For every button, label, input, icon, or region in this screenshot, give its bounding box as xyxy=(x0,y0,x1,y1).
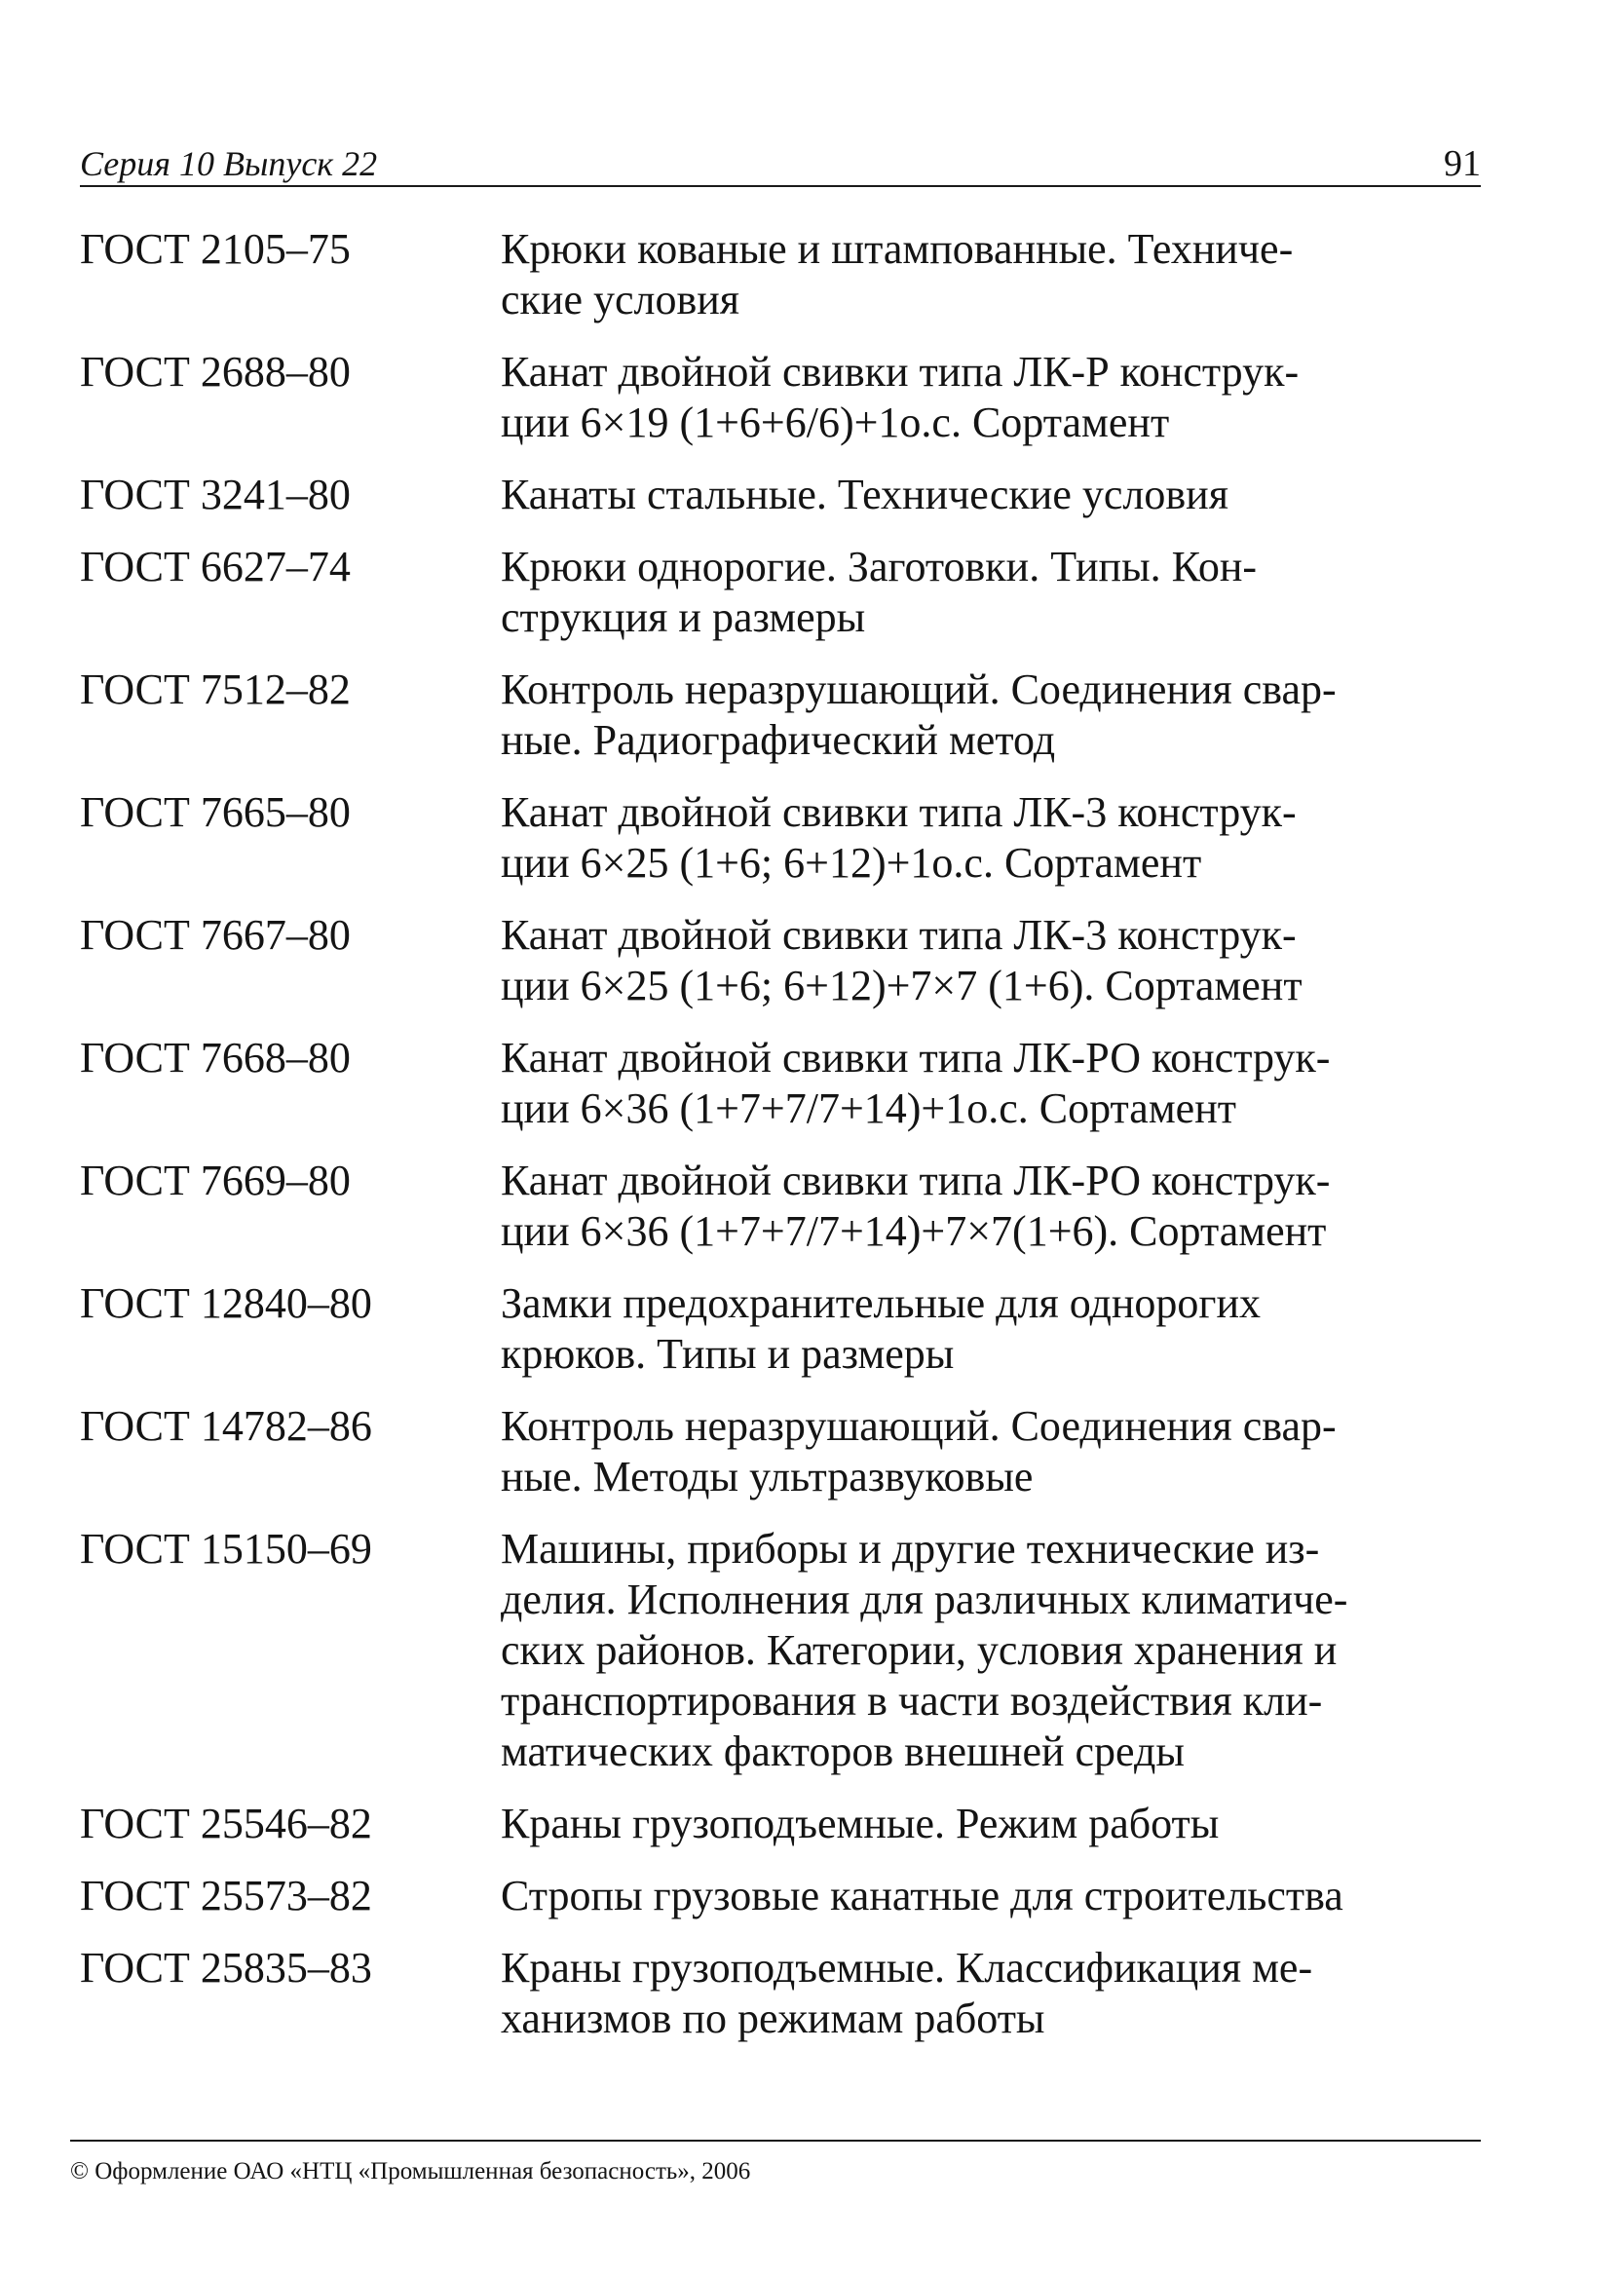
list-item xyxy=(80,910,1483,1011)
list-item xyxy=(80,224,1483,325)
standard-title: Канат двойной свивки типа ЛК-3 конструк- ции 6×25 (1+6; 6+12)+1о.с. Сортамент xyxy=(501,788,1297,887)
page-footer xyxy=(70,2140,1481,2186)
standard-code: ГОСТ 25835–83 xyxy=(80,1944,372,1992)
list-item xyxy=(80,1278,1483,1380)
standard-title: Крюки однорогие. Заготовки. Типы. Кон- струкция и размеры xyxy=(501,543,1258,641)
standard-code: ГОСТ 2105–75 xyxy=(80,225,351,273)
list-item xyxy=(80,1156,1483,1257)
standard-title: Контроль неразрушающий. Соединения свар- ные. Методы ультразвуковые xyxy=(501,1402,1337,1500)
standards-list xyxy=(80,224,1483,2066)
list-item xyxy=(80,542,1483,643)
standard-title: Канат двойной свивки типа ЛК-РО конструк- ции 6×36 (1+7+7/7+14)+1о.с. Сортамент xyxy=(501,1034,1331,1132)
standard-code: ГОСТ 12840–80 xyxy=(80,1279,372,1327)
standard-code: ГОСТ 7667–80 xyxy=(80,911,351,959)
page-number: 91 xyxy=(1444,143,1481,184)
list-item xyxy=(80,1799,1483,1849)
standard-title: Канаты стальные. Технические условия xyxy=(501,471,1228,518)
list-item xyxy=(80,1524,1483,1777)
standard-title: Машины, приборы и другие технические из- делия. Исполнения для различных климатиче- ских районов. Категории, условия хранения и транспортирования в части воздействия кли- матических факторов внешней среды xyxy=(501,1525,1348,1775)
list-item xyxy=(80,1401,1483,1502)
standard-code: ГОСТ 2688–80 xyxy=(80,348,351,396)
page-header xyxy=(80,136,1481,187)
standard-code: ГОСТ 6627–74 xyxy=(80,543,351,590)
standard-code: ГОСТ 7668–80 xyxy=(80,1034,351,1082)
list-item xyxy=(80,470,1483,520)
standard-code: ГОСТ 25573–82 xyxy=(80,1872,372,1919)
list-item xyxy=(80,347,1483,448)
standard-title: Краны грузоподъемные. Режим работы xyxy=(501,1800,1220,1847)
standard-code: ГОСТ 15150–69 xyxy=(80,1525,372,1573)
standard-title: Замки предохранительные для однорогих крюков. Типы и размеры xyxy=(501,1279,1262,1378)
standard-code: ГОСТ 7665–80 xyxy=(80,788,351,836)
standard-title: Краны грузоподъемные. Классификация ме- ханизмов по режимам работы xyxy=(501,1944,1313,2042)
list-item xyxy=(80,1943,1483,2044)
standard-title: Стропы грузовые канатные для строительства xyxy=(501,1872,1343,1919)
standard-title: Канат двойной свивки типа ЛК-3 конструк- ции 6×25 (1+6; 6+12)+7×7 (1+6). Сортамент xyxy=(501,911,1303,1009)
list-item xyxy=(80,1033,1483,1134)
standard-code: ГОСТ 7512–82 xyxy=(80,665,351,713)
standard-title: Канат двойной свивки типа ЛК-Р конструк- ции 6×19 (1+6+6/6)+1о.с. Сортамент xyxy=(501,348,1300,446)
list-item xyxy=(80,665,1483,766)
standard-title: Контроль неразрушающий. Соединения свар- ные. Радиографический метод xyxy=(501,665,1337,764)
standard-code: ГОСТ 3241–80 xyxy=(80,471,351,518)
series-label: Серия 10 Выпуск 22 xyxy=(80,144,378,183)
standard-code: ГОСТ 25546–82 xyxy=(80,1800,372,1847)
standard-title: Канат двойной свивки типа ЛК-РО конструк- ции 6×36 (1+7+7/7+14)+7×7(1+6). Сортамент xyxy=(501,1157,1331,1255)
list-item xyxy=(80,1871,1483,1921)
standard-code: ГОСТ 14782–86 xyxy=(80,1402,372,1450)
standard-title: Крюки кованые и штампованные. Техниче- ские условия xyxy=(501,225,1294,323)
list-item xyxy=(80,787,1483,889)
copyright-notice: © Оформление ОАО «НТЦ «Промышленная безопасность», 2006 xyxy=(70,2158,751,2184)
standard-code: ГОСТ 7669–80 xyxy=(80,1157,351,1204)
